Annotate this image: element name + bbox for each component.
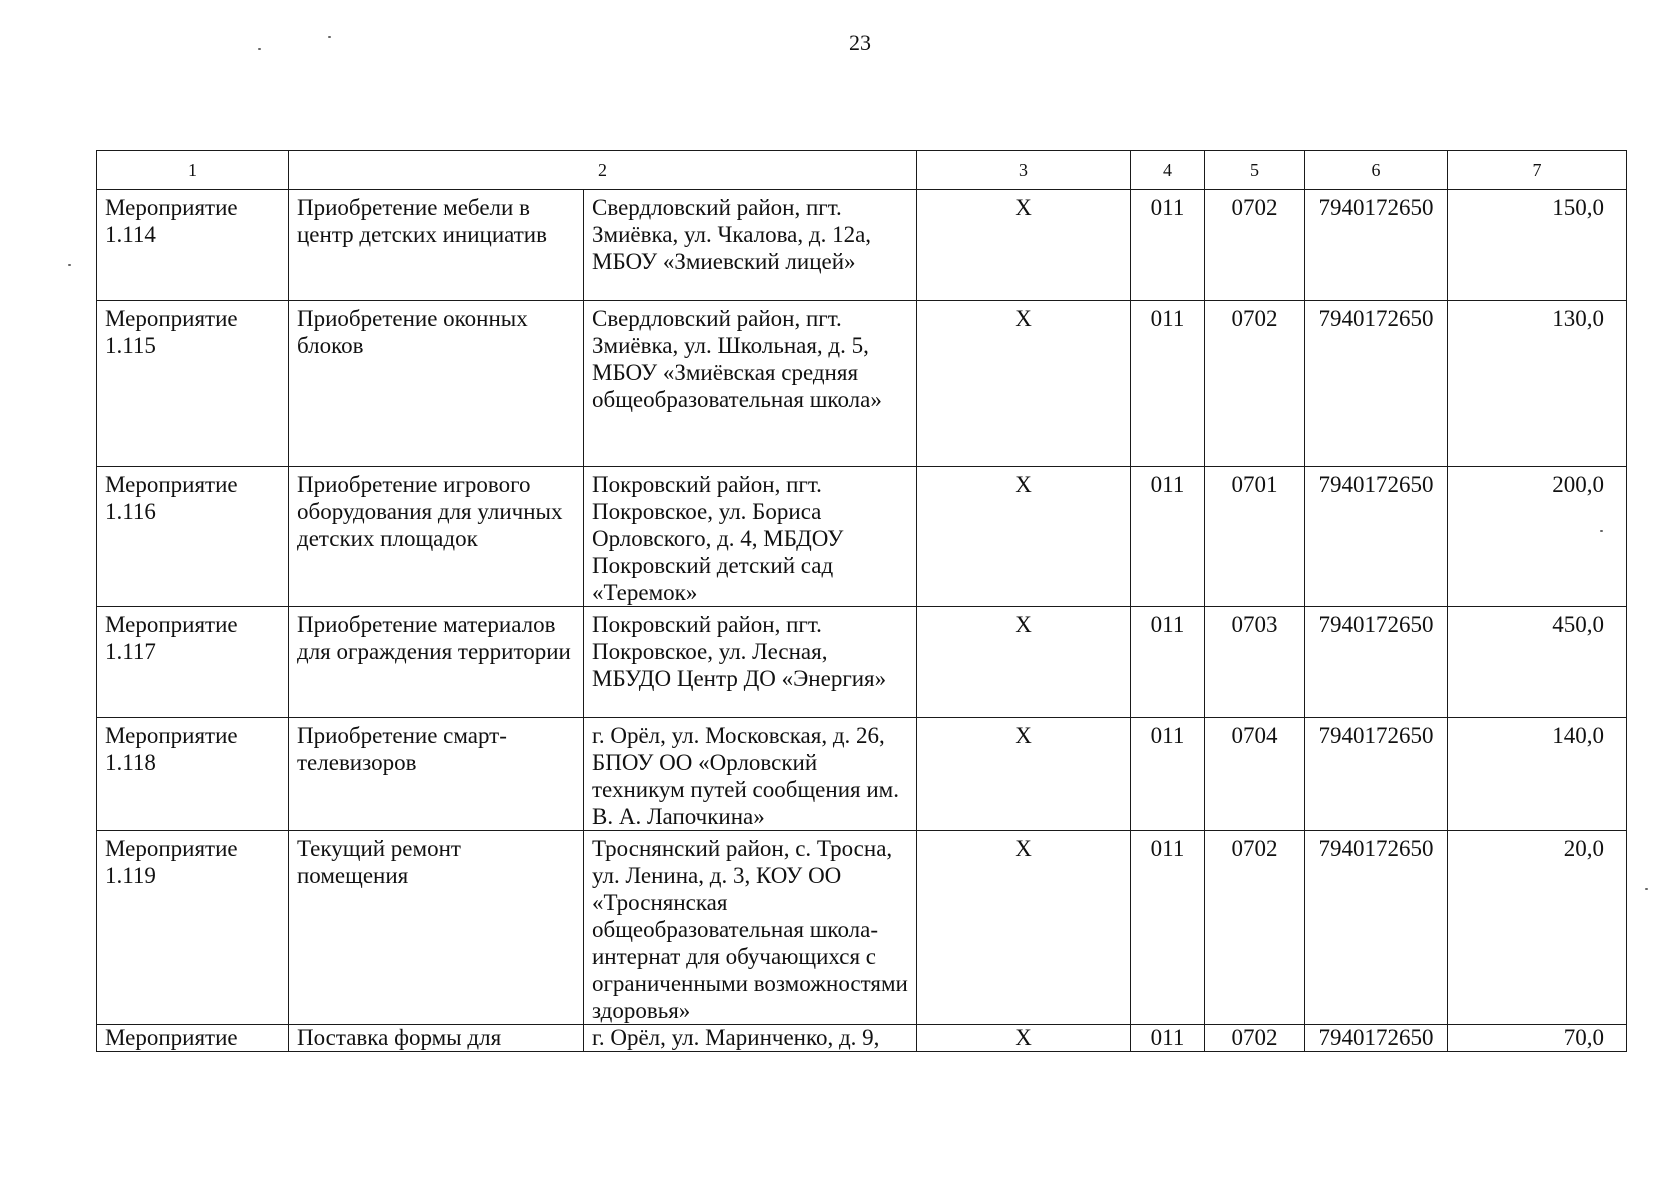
col4-cell: 011	[1131, 718, 1205, 831]
name-cell: Приобретение оконных блоков	[289, 301, 584, 467]
event-cell: Мероприятие	[97, 1025, 289, 1052]
address-cell: Свердловский район, пгт. Змиёвка, ул. Чкалова, д. 12а, МБОУ «Змиевский лицей»	[584, 190, 917, 301]
header-row	[97, 151, 1627, 190]
col4-cell: 011	[1131, 607, 1205, 718]
header-col-2: 2	[289, 151, 917, 190]
col6-cell: 7940172650	[1305, 190, 1448, 301]
col6-cell: 7940172650	[1305, 831, 1448, 1025]
address-cell: Свердловский район, пгт. Змиёвка, ул. Школьная, д. 5, МБОУ «Змиёвская средняя общеобразовательная школа»	[584, 301, 917, 467]
event-cell: Мероприятие 1.117	[97, 607, 289, 718]
scan-speck	[328, 36, 331, 38]
col7-cell: 70,0	[1448, 1025, 1627, 1052]
event-cell: Мероприятие 1.118	[97, 718, 289, 831]
event-cell: Мероприятие 1.115	[97, 301, 289, 467]
table-row	[97, 718, 1627, 831]
scan-speck	[258, 48, 261, 50]
address-cell: Покровский район, пгт. Покровское, ул. Бориса Орловского, д. 4, МБДОУ Покровский детский сад «Теремок»	[584, 467, 917, 607]
page-number: 23	[849, 30, 871, 55]
event-cell: Мероприятие 1.119	[97, 831, 289, 1025]
event-cell: Мероприятие 1.114	[97, 190, 289, 301]
col6-cell: 7940172650	[1305, 607, 1448, 718]
header-col-5: 5	[1205, 151, 1305, 190]
col7-cell: 200,0	[1448, 467, 1627, 607]
col3-cell: Х	[917, 718, 1131, 831]
col5-cell: 0702	[1205, 831, 1305, 1025]
col3-cell: Х	[917, 301, 1131, 467]
name-cell: Поставка формы для	[289, 1025, 584, 1052]
col6-cell: 7940172650	[1305, 718, 1448, 831]
col7-cell: 450,0	[1448, 607, 1627, 718]
col5-cell: 0704	[1205, 718, 1305, 831]
scan-speck	[1645, 888, 1648, 890]
table-row	[97, 831, 1627, 1025]
header-col-6: 6	[1305, 151, 1448, 190]
table-row	[97, 190, 1627, 301]
col5-cell: 0702	[1205, 190, 1305, 301]
col7-cell: 20,0	[1448, 831, 1627, 1025]
col5-cell: 0703	[1205, 607, 1305, 718]
address-cell: г. Орёл, ул. Московская, д. 26, БПОУ ОО «Орловский техникум путей сообщения им. В. А. Лапочкина»	[584, 718, 917, 831]
scan-speck	[68, 264, 71, 266]
col6-cell: 7940172650	[1305, 1025, 1448, 1052]
col4-cell: 011	[1131, 467, 1205, 607]
header-col-1: 1	[97, 151, 289, 190]
name-cell: Приобретение игрового оборудования для уличных детских площадок	[289, 467, 584, 607]
col6-cell: 7940172650	[1305, 301, 1448, 467]
col5-cell: 0701	[1205, 467, 1305, 607]
name-cell: Приобретение материалов для ограждения территории	[289, 607, 584, 718]
col3-cell: Х	[917, 831, 1131, 1025]
col7-cell: 130,0	[1448, 301, 1627, 467]
col4-cell: 011	[1131, 1025, 1205, 1052]
col5-cell: 0702	[1205, 301, 1305, 467]
address-cell: Троснянский район, с. Тросна, ул. Ленина, д. 3, КОУ ОО «Троснянская общеобразовательная школа-интернат для обучающихся с ограниченными возможностями здоровья»	[584, 831, 917, 1025]
col3-cell: Х	[917, 1025, 1131, 1052]
col7-cell: 150,0	[1448, 190, 1627, 301]
col4-cell: 011	[1131, 301, 1205, 467]
table-row	[97, 301, 1627, 467]
col3-cell: Х	[917, 607, 1131, 718]
address-cell: Покровский район, пгт. Покровское, ул. Лесная, МБУДО Центр ДО «Энергия»	[584, 607, 917, 718]
col6-cell: 7940172650	[1305, 467, 1448, 607]
col4-cell: 011	[1131, 190, 1205, 301]
header-col-3: 3	[917, 151, 1131, 190]
event-cell: Мероприятие 1.116	[97, 467, 289, 607]
name-cell: Приобретение мебели в центр детских инициатив	[289, 190, 584, 301]
header-col-7: 7	[1448, 151, 1627, 190]
table-row	[97, 1025, 1627, 1052]
name-cell: Текущий ремонт помещения	[289, 831, 584, 1025]
table-row	[97, 467, 1627, 607]
table-row	[97, 607, 1627, 718]
header-col-4: 4	[1131, 151, 1205, 190]
col3-cell: Х	[917, 190, 1131, 301]
funding-table	[96, 150, 1627, 1052]
col5-cell: 0702	[1205, 1025, 1305, 1052]
col3-cell: Х	[917, 467, 1131, 607]
address-cell: г. Орёл, ул. Маринченко, д. 9,	[584, 1025, 917, 1052]
col7-cell: 140,0	[1448, 718, 1627, 831]
col4-cell: 011	[1131, 831, 1205, 1025]
name-cell: Приобретение смарт-телевизоров	[289, 718, 584, 831]
